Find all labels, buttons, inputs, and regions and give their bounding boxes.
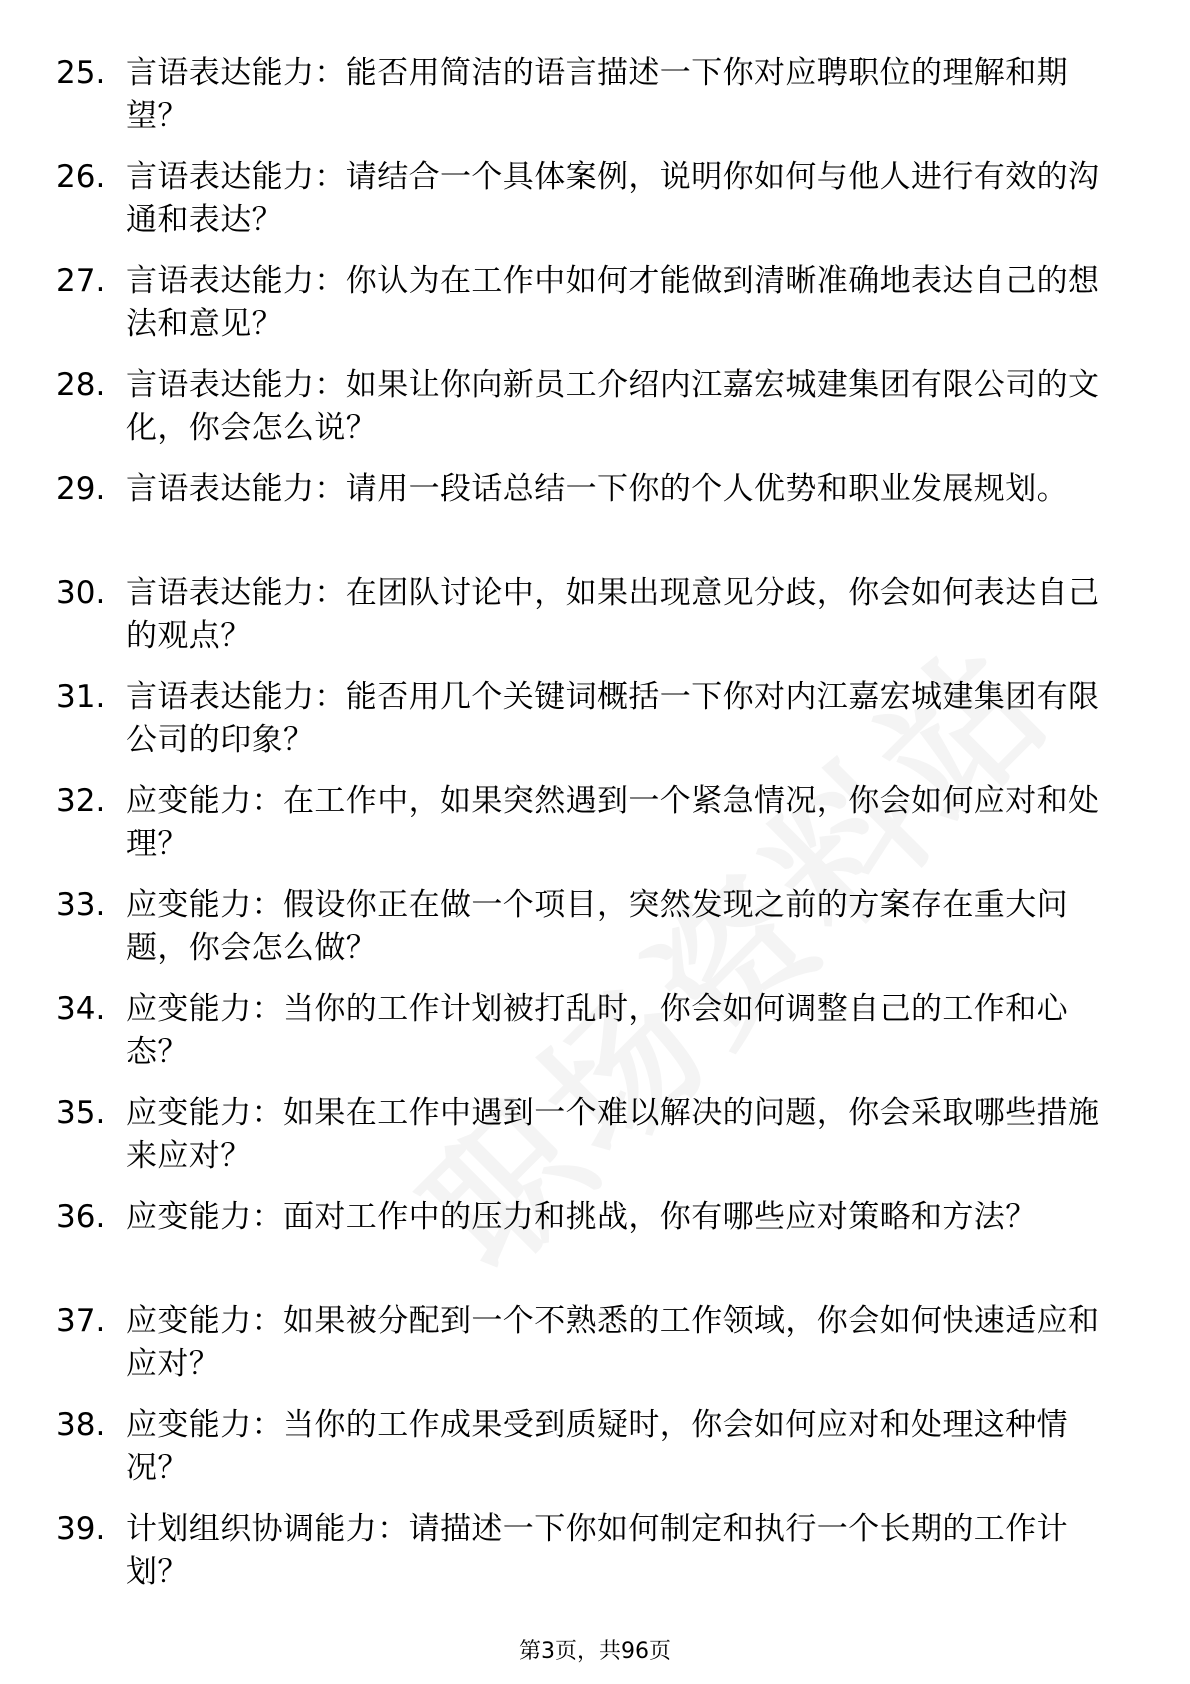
question-text: 应变能力：面对工作中的压力和挑战，你有哪些应对策略和方法？ bbox=[126, 1199, 1037, 1235]
question-number: 32. bbox=[56, 783, 106, 819]
question-text: 应变能力：在工作中，如果突然遇到一个紧急情况，你会如何应对和处理？ bbox=[126, 783, 1100, 862]
question-item bbox=[56, 884, 1116, 988]
question-text: 应变能力：假设你正在做一个项目，突然发现之前的方案存在重大问题，你会怎么做？ bbox=[126, 887, 1068, 966]
question-number: 28. bbox=[56, 367, 106, 403]
question-text: 言语表达能力：能否用几个关键词概括一下你对内江嘉宏城建集团有限公司的印象？ bbox=[126, 679, 1100, 758]
question-number: 30. bbox=[56, 575, 106, 611]
page-number-label: 第3页，共96页 bbox=[519, 1639, 671, 1664]
question-number: 34. bbox=[56, 991, 106, 1027]
question-text: 言语表达能力：能否用简洁的语言描述一下你对应聘职位的理解和期望？ bbox=[126, 55, 1068, 134]
page-footer bbox=[0, 1638, 1190, 1666]
question-list bbox=[56, 52, 1116, 1612]
question-number: 26. bbox=[56, 159, 106, 195]
question-item bbox=[56, 1404, 1116, 1508]
question-text: 应变能力：如果被分配到一个不熟悉的工作领域，你会如何快速适应和应对？ bbox=[126, 1303, 1100, 1382]
question-item bbox=[56, 780, 1116, 884]
question-text: 应变能力：当你的工作计划被打乱时，你会如何调整自己的工作和心态？ bbox=[126, 991, 1068, 1070]
question-item bbox=[56, 988, 1116, 1092]
question-text: 应变能力：如果在工作中遇到一个难以解决的问题，你会采取哪些措施来应对？ bbox=[126, 1095, 1100, 1174]
question-item bbox=[56, 156, 1116, 260]
question-number: 33. bbox=[56, 887, 106, 923]
question-text: 言语表达能力：请用一段话总结一下你的个人优势和职业发展规划。 bbox=[126, 471, 1068, 507]
question-number: 39. bbox=[56, 1511, 106, 1547]
question-number: 27. bbox=[56, 263, 106, 299]
question-text: 应变能力：当你的工作成果受到质疑时，你会如何应对和处理这种情况？ bbox=[126, 1407, 1068, 1486]
question-text: 言语表达能力：在团队讨论中，如果出现意见分歧，你会如何表达自己的观点？ bbox=[126, 575, 1100, 654]
question-text: 言语表达能力：请结合一个具体案例，说明你如何与他人进行有效的沟通和表达？ bbox=[126, 159, 1100, 238]
question-number: 29. bbox=[56, 471, 106, 507]
question-number: 35. bbox=[56, 1095, 106, 1131]
question-item bbox=[56, 364, 1116, 468]
question-number: 36. bbox=[56, 1199, 106, 1235]
question-text: 言语表达能力：你认为在工作中如何才能做到清晰准确地表达自己的想法和意见？ bbox=[126, 263, 1100, 342]
question-item bbox=[56, 1300, 1116, 1404]
question-item bbox=[56, 1092, 1116, 1196]
question-item bbox=[56, 572, 1116, 676]
question-item bbox=[56, 260, 1116, 364]
question-item bbox=[56, 468, 1116, 572]
question-text: 计划组织协调能力：请描述一下你如何制定和执行一个长期的工作计划？ bbox=[126, 1511, 1068, 1590]
question-number: 38. bbox=[56, 1407, 106, 1443]
question-number: 37. bbox=[56, 1303, 106, 1339]
question-number: 31. bbox=[56, 679, 106, 715]
question-item bbox=[56, 1508, 1116, 1612]
question-item bbox=[56, 1196, 1116, 1300]
question-text: 言语表达能力：如果让你向新员工介绍内江嘉宏城建集团有限公司的文化，你会怎么说？ bbox=[126, 367, 1100, 446]
question-item bbox=[56, 676, 1116, 780]
question-item bbox=[56, 52, 1116, 156]
question-number: 25. bbox=[56, 55, 106, 91]
